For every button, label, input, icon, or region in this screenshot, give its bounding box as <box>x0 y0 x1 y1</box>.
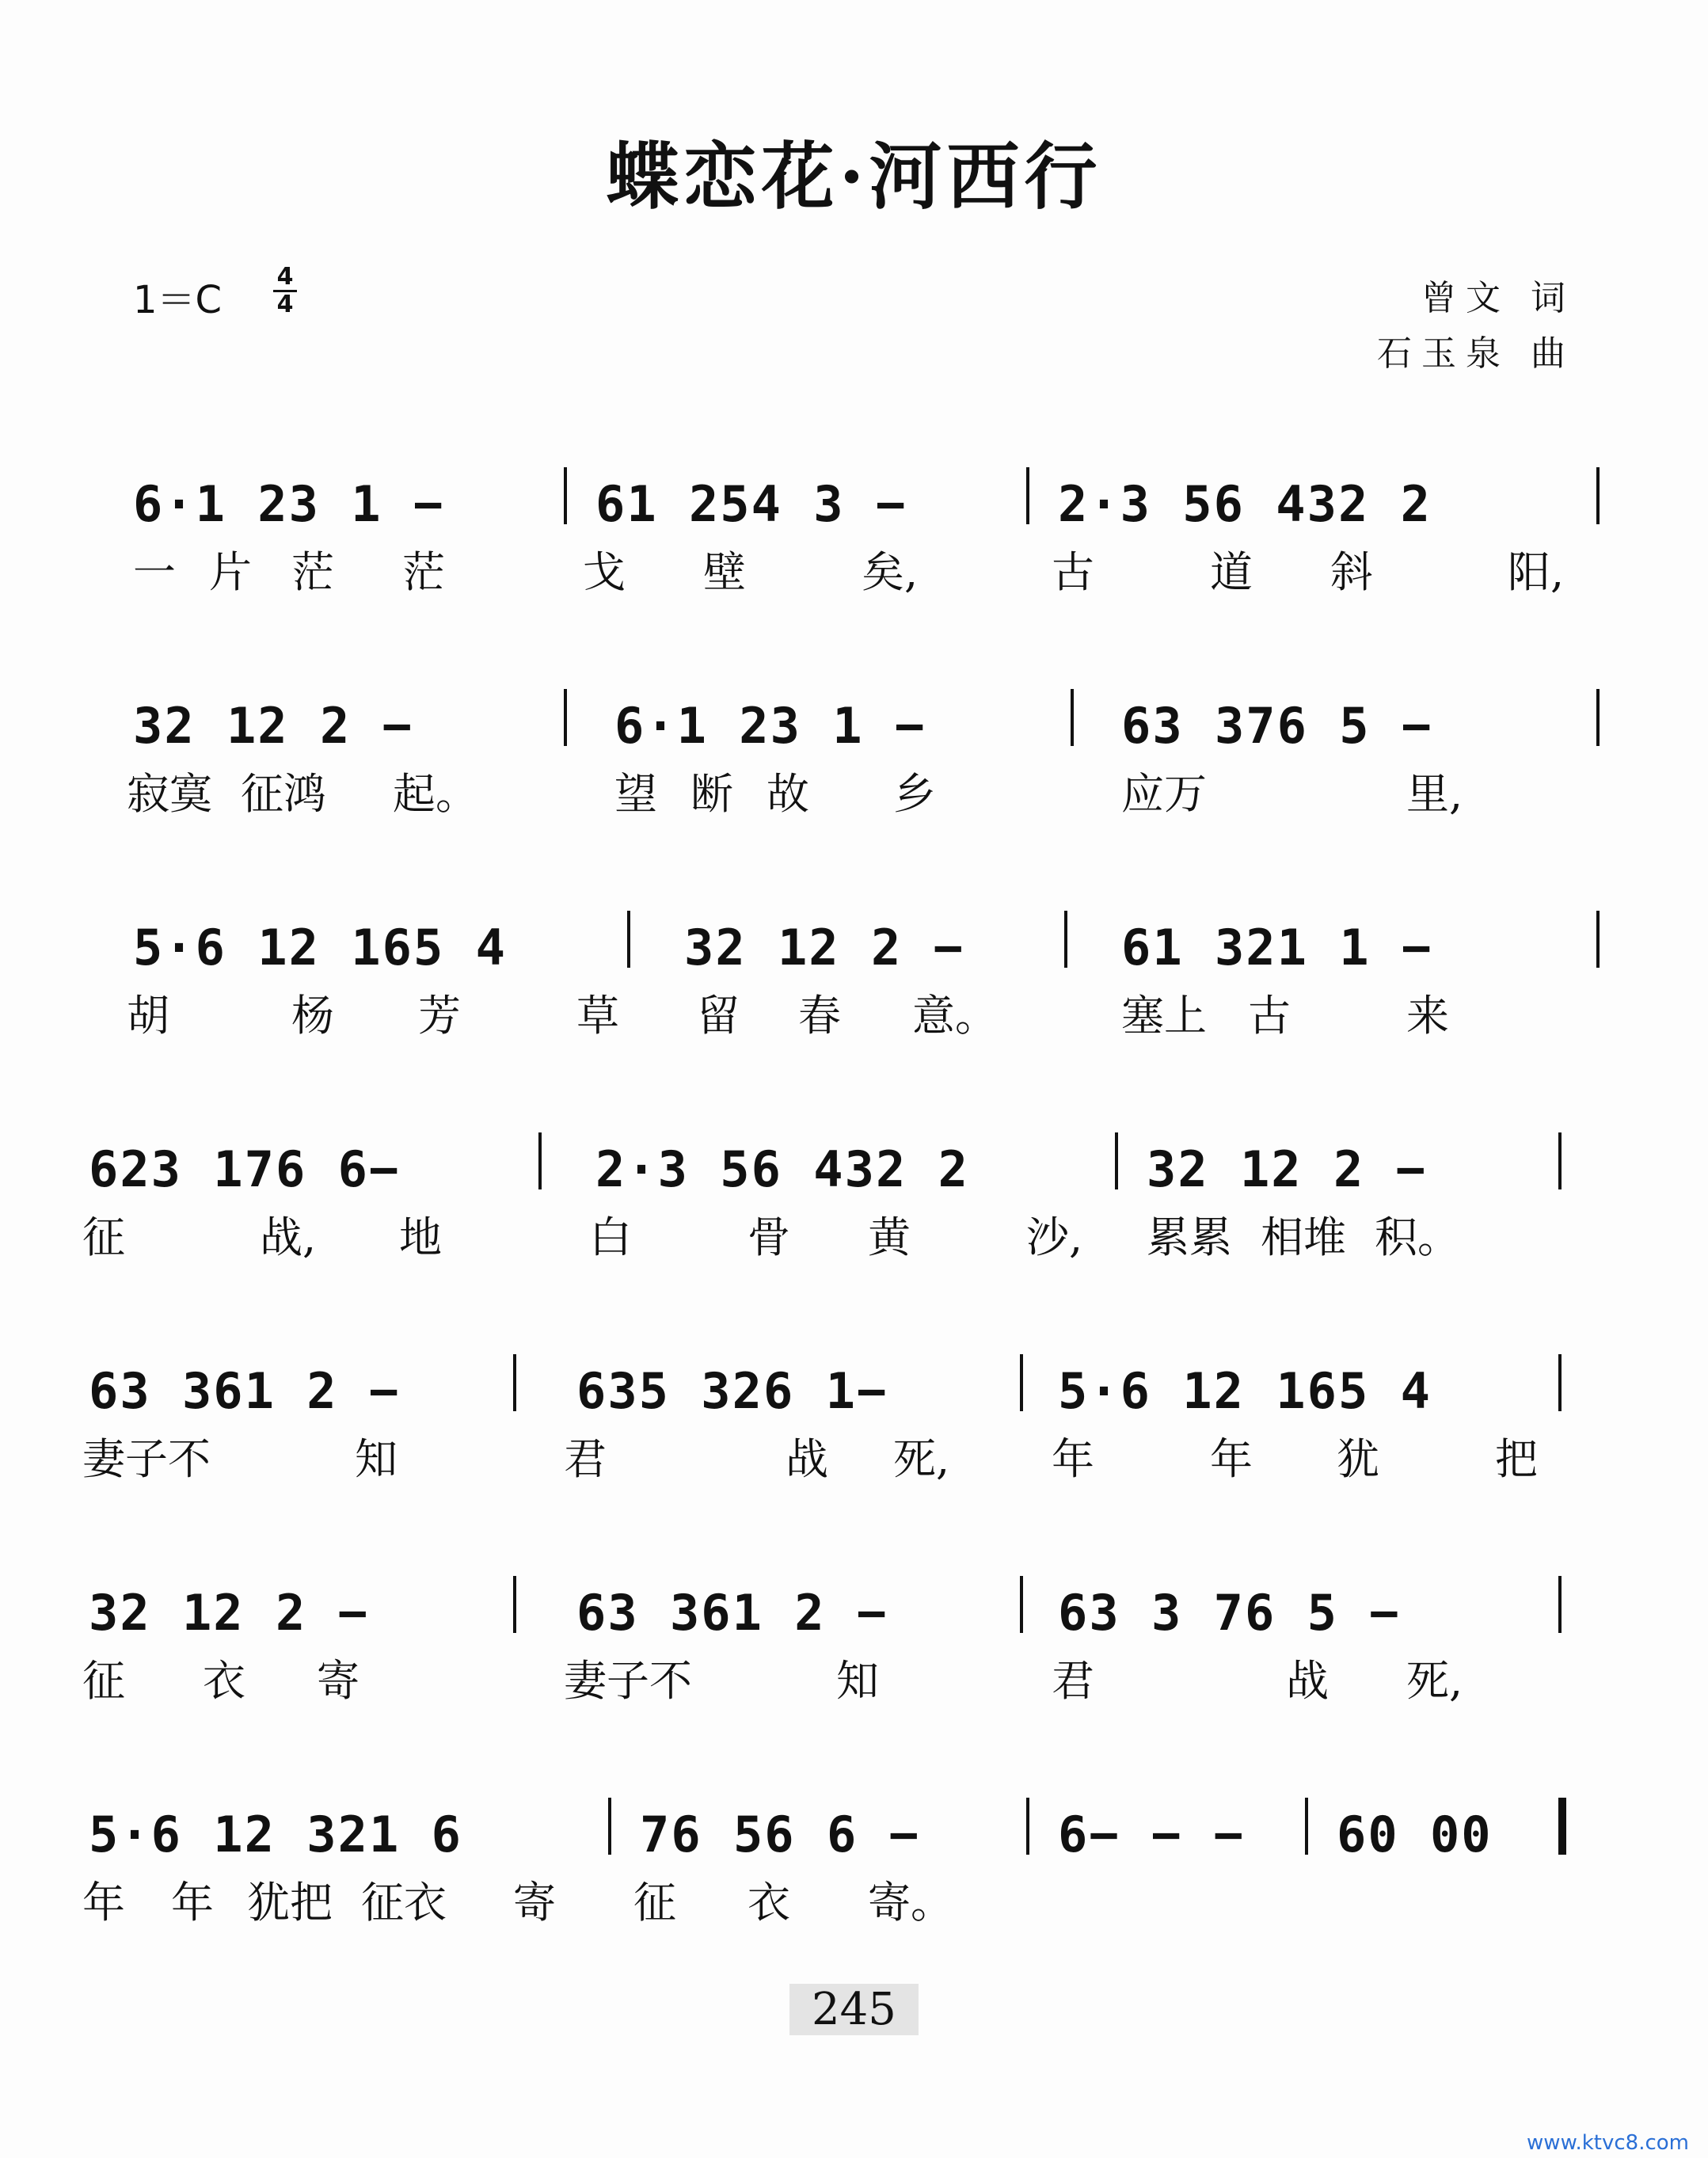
barline <box>608 1798 611 1855</box>
lyric: 妻子不 <box>82 1434 211 1484</box>
score-system <box>0 1552 1708 1758</box>
measure: 6·1 23 1 − <box>614 697 926 755</box>
barline <box>564 689 567 746</box>
measure: 32 12 2 − <box>684 919 964 976</box>
lyric: 累累 <box>1147 1212 1232 1262</box>
lyric: 征 <box>82 1212 125 1262</box>
lyrics-row <box>0 1204 1708 1275</box>
lyrics-row <box>0 1647 1708 1718</box>
lyric: 壁 <box>703 547 746 597</box>
lyric: 茫 <box>402 547 445 597</box>
lyric: 年 <box>171 1878 214 1928</box>
lyric: 阳, <box>1508 547 1565 597</box>
lyric: 战 <box>1286 1656 1329 1706</box>
lyric: 寄。 <box>868 1878 953 1928</box>
lyric: 骨 <box>747 1212 790 1262</box>
barline <box>1020 1354 1023 1411</box>
lyric: 征 <box>82 1656 125 1706</box>
lyric: 白 <box>589 1212 632 1262</box>
barline <box>1558 1576 1562 1633</box>
lyric: 胡 <box>127 991 169 1041</box>
lyric: 戈 <box>583 547 626 597</box>
barline <box>1026 467 1029 524</box>
notation-row <box>0 887 1708 974</box>
measure: 60 00 <box>1337 1806 1493 1863</box>
lyric: 战, <box>260 1212 317 1262</box>
time-signature-top: 4 <box>276 263 294 291</box>
score-system <box>0 1774 1708 1980</box>
lyric: 衣 <box>747 1878 790 1928</box>
barline <box>1305 1798 1308 1855</box>
lyric: 来 <box>1406 991 1449 1041</box>
lyric: 年 <box>82 1878 125 1928</box>
lyric: 断 <box>690 769 733 819</box>
measure: 6− − − <box>1058 1806 1245 1863</box>
measure: 5·6 12 321 6 <box>89 1806 462 1863</box>
lyric: 芳 <box>418 991 461 1041</box>
barline <box>1596 689 1600 746</box>
measure: 32 12 2 − <box>133 697 413 755</box>
barline <box>513 1354 516 1411</box>
measure: 32 12 2 − <box>1147 1140 1427 1198</box>
lyric: 衣 <box>203 1656 245 1706</box>
key-signature: 1＝C <box>133 278 223 322</box>
barline <box>1596 911 1600 968</box>
barline <box>627 911 630 968</box>
lyric: 征鸿 <box>241 769 326 819</box>
time-signature <box>273 263 297 318</box>
lyric: 古 <box>1052 547 1094 597</box>
lyrics-row <box>0 1425 1708 1497</box>
lyric: 沙, <box>1026 1212 1083 1262</box>
measure: 63 376 5 − <box>1121 697 1433 755</box>
notation-row <box>0 1774 1708 1861</box>
lyric: 片 <box>209 547 252 597</box>
measure: 2·3 56 432 2 <box>595 1140 969 1198</box>
lyric: 积。 <box>1375 1212 1460 1262</box>
barline <box>1071 689 1074 746</box>
lyric: 一 <box>133 547 176 597</box>
score-system <box>0 1109 1708 1315</box>
lyric: 杨 <box>291 991 334 1041</box>
lyric: 斜 <box>1330 547 1373 597</box>
song-title: 蝶恋花·河西行 <box>606 134 1102 219</box>
final-barline <box>1558 1798 1566 1855</box>
lyric: 里, <box>1406 769 1463 819</box>
lyric: 妻子不 <box>564 1656 692 1706</box>
lyric: 把 <box>1495 1434 1538 1484</box>
time-signature-bottom: 4 <box>276 291 294 318</box>
lyric: 草 <box>576 991 619 1041</box>
lyric: 死, <box>1406 1656 1463 1706</box>
lyric: 黄 <box>868 1212 911 1262</box>
notation-row <box>0 1552 1708 1642</box>
barline <box>1558 1354 1562 1411</box>
lyric: 犹 <box>1337 1434 1379 1484</box>
watermark: www.ktvc8.com <box>1527 2131 1689 2155</box>
measure: 63 361 2 − <box>89 1362 401 1420</box>
notation-row <box>0 1109 1708 1196</box>
lyric: 矣, <box>862 547 919 597</box>
notation-row <box>0 443 1708 531</box>
lyric: 相堆 <box>1261 1212 1346 1262</box>
lyric: 故 <box>767 769 809 819</box>
measure: 5·6 12 165 4 <box>1058 1362 1432 1420</box>
measure: 5·6 12 165 4 <box>133 919 507 976</box>
measure: 32 12 2 − <box>89 1584 369 1642</box>
barline <box>1596 467 1600 524</box>
score-system <box>0 1330 1708 1536</box>
lyric: 征衣 <box>361 1878 447 1928</box>
lyric: 茫 <box>291 547 334 597</box>
barline <box>1064 911 1067 968</box>
lyric: 乡 <box>893 769 936 819</box>
lyricist-credit: 曾文 词 <box>1421 278 1575 318</box>
lyric: 春 <box>798 991 841 1041</box>
lyrics-row <box>0 760 1708 832</box>
barline <box>1558 1132 1562 1189</box>
lyric: 年 <box>1210 1434 1253 1484</box>
lyric: 寄 <box>513 1878 556 1928</box>
lyric: 君 <box>564 1434 607 1484</box>
measure: 61 254 3 − <box>595 475 907 533</box>
lyrics-row <box>0 1869 1708 1940</box>
measure: 76 56 6 − <box>640 1806 920 1863</box>
lyric: 应万 <box>1121 769 1207 819</box>
barline <box>1115 1132 1118 1189</box>
lyric: 留 <box>697 991 740 1041</box>
lyric: 死, <box>893 1434 950 1484</box>
lyrics-row <box>0 539 1708 610</box>
lyric: 战 <box>786 1434 828 1484</box>
score-system <box>0 443 1708 649</box>
score-system <box>0 887 1708 1093</box>
barline <box>1026 1798 1029 1855</box>
barline <box>513 1576 516 1633</box>
measure: 623 176 6− <box>89 1140 401 1198</box>
lyric: 年 <box>1052 1434 1094 1484</box>
measure: 2·3 56 432 2 <box>1058 475 1432 533</box>
lyrics-row <box>0 982 1708 1053</box>
lyric: 犹把 <box>247 1878 333 1928</box>
lyric: 君 <box>1052 1656 1094 1706</box>
barline <box>538 1132 542 1189</box>
lyric: 知 <box>355 1434 398 1484</box>
composer-credit: 石玉泉 曲 <box>1377 333 1575 374</box>
score-system <box>0 665 1708 871</box>
lyric: 塞上 <box>1121 991 1207 1041</box>
lyric: 道 <box>1210 547 1253 597</box>
measure: 63 3 76 5 − <box>1058 1584 1401 1642</box>
measure: 63 361 2 − <box>576 1584 888 1642</box>
lyric: 望 <box>614 769 657 819</box>
barline <box>564 467 567 524</box>
lyric: 意。 <box>912 991 998 1041</box>
page-number-label: 245 <box>789 1984 919 2035</box>
lyric: 古 <box>1248 991 1291 1041</box>
lyric: 地 <box>399 1212 442 1262</box>
barline <box>1020 1576 1023 1633</box>
lyric: 知 <box>836 1656 879 1706</box>
measure: 61 321 1 − <box>1121 919 1433 976</box>
measure: 6·1 23 1 − <box>133 475 445 533</box>
lyric: 寂寞 <box>127 769 212 819</box>
lyric: 征 <box>633 1878 676 1928</box>
notation-row <box>0 665 1708 755</box>
measure: 635 326 1− <box>576 1362 888 1420</box>
notation-row <box>0 1330 1708 1418</box>
page-number <box>0 1984 1708 2035</box>
lyric: 起。 <box>393 769 478 819</box>
lyric: 寄 <box>317 1656 359 1706</box>
